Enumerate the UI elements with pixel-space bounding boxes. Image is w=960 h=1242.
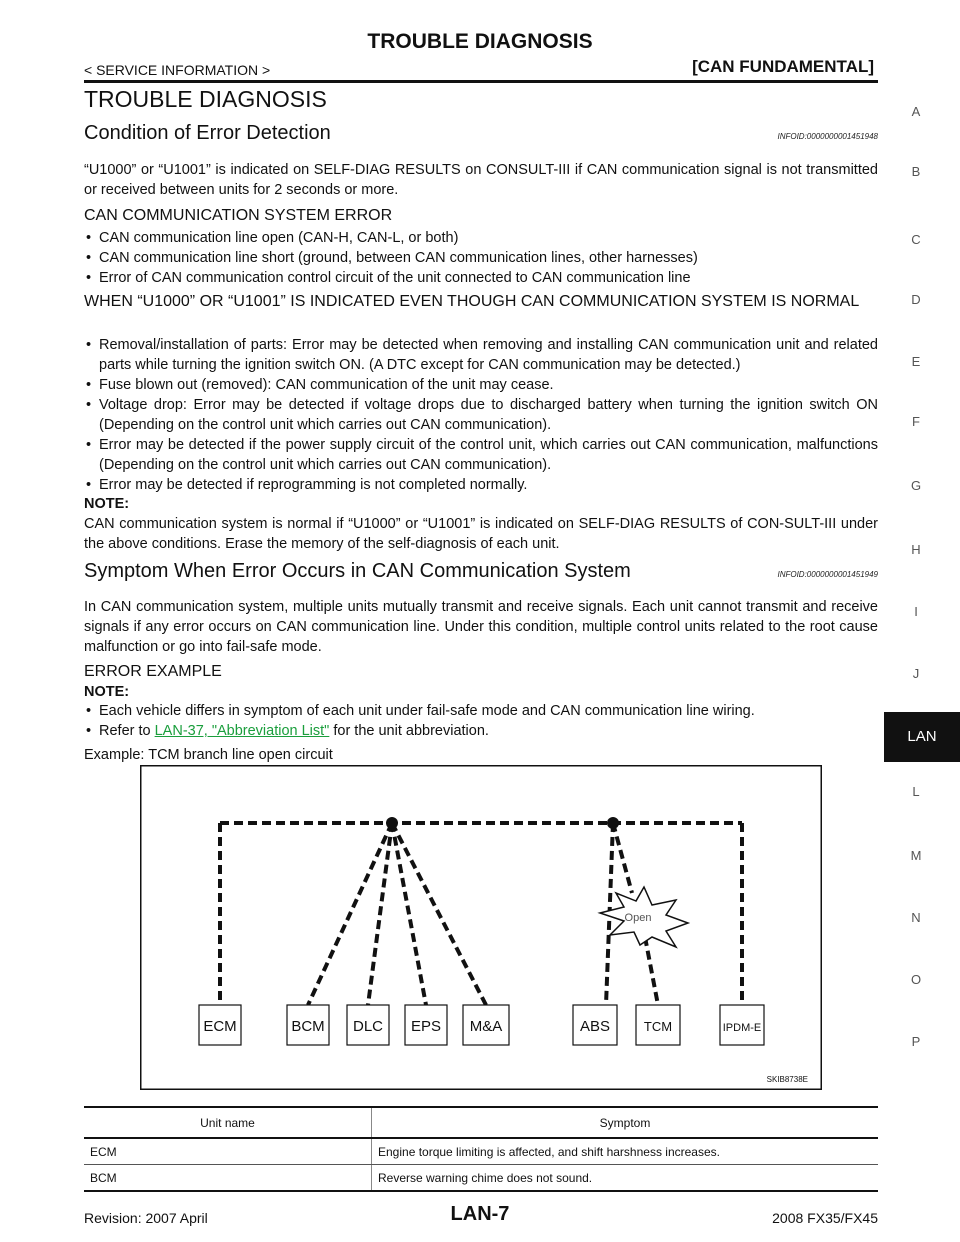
list-item: • CAN communication line short (ground, between CAN communication lines, other harnesses) <box>84 248 878 268</box>
header-title: TROUBLE DIAGNOSIS <box>367 30 593 53</box>
symptom-intro: In CAN communication system, multiple units mutually transmit and receive signals. Each unit cannot transmit and receive signals if any error occurs on CAN communication line. Under this condition, multiple control units related to the root cause malfunction or go into fail-safe mode. <box>84 599 878 655</box>
side-tab-d[interactable]: D <box>911 292 921 307</box>
side-tab-c[interactable]: C <box>911 232 921 247</box>
branch-eps <box>392 823 426 1005</box>
junction-node-right <box>607 817 619 829</box>
unit-label-bcm: BCM <box>291 1018 325 1035</box>
header-category: [CAN FUNDAMENTAL] <box>692 57 874 76</box>
example-caption: Example: TCM branch line open circuit <box>84 747 333 763</box>
side-tab-o[interactable]: O <box>910 972 922 987</box>
footer-revision: Revision: 2007 April <box>84 1210 208 1226</box>
unit-label-tcm: TCM <box>643 1019 673 1034</box>
unit-label-ipdm: IPDM-E <box>722 1022 762 1034</box>
side-tab-p[interactable]: P <box>911 1034 921 1049</box>
list-item: • Error may be detected if reprogramming is not completed normally. <box>84 475 878 495</box>
infoid-error-detection: INFOID:0000000001451948 <box>777 132 878 141</box>
side-tab-lan[interactable]: LAN <box>884 712 960 762</box>
refer-prefix: Refer to <box>99 723 155 739</box>
side-tab-m[interactable]: M <box>910 848 922 863</box>
branch-tcm-lower <box>645 937 658 1005</box>
side-tab-h[interactable]: H <box>911 542 921 557</box>
table-cell-symptom: Reverse warning chime does not sound. <box>372 1165 879 1192</box>
system-error-list <box>84 228 878 288</box>
table-cell-unit: ECM <box>84 1138 372 1165</box>
table-cell-symptom: Engine torque limiting is affected, and shift harshness increases. <box>372 1138 879 1165</box>
symptom-table <box>84 1106 878 1192</box>
header-section-label: < SERVICE INFORMATION > <box>84 62 271 78</box>
section-heading-symptom: Symptom When Error Occurs in CAN Communication System <box>84 560 631 582</box>
side-tab-e[interactable]: E <box>911 354 921 369</box>
list-item: • Error may be detected if the power supply circuit of the control unit, which carries out CAN communication, malfunctions (Depending on the control unit which carries out CAN communication). <box>84 435 878 475</box>
side-tab-f[interactable]: F <box>912 414 920 429</box>
column-header-symptom: Symptom <box>372 1107 879 1138</box>
side-tab-a[interactable]: A <box>911 104 921 119</box>
open-label: Open <box>624 912 652 924</box>
infoid-symptom: INFOID:0000000001451949 <box>777 570 878 579</box>
list-item: • Fuse blown out (removed): CAN communication of the unit may cease. <box>84 375 878 395</box>
unit-label-abs: ABS <box>579 1018 611 1035</box>
abbreviation-list-link[interactable]: LAN-37, "Abbreviation List" <box>154 723 330 739</box>
table-row <box>84 1165 878 1192</box>
list-item: • Removal/installation of parts: Error may be detected when removing and installing CAN communication unit and related parts while turning the ignition switch ON. (A DTC except for CAN communication may be detected.) <box>84 335 878 375</box>
list-item: • Error of CAN communication control circuit of the unit connected to CAN communication line <box>84 268 878 288</box>
note-label-example: NOTE: <box>84 684 130 700</box>
table-row <box>84 1138 878 1165</box>
indicated-normal-list <box>84 335 878 495</box>
unit-boxes <box>199 1005 764 1045</box>
unit-label-dlc: DLC <box>352 1018 384 1035</box>
note-text: CAN communication system is normal if “U1000” or “U1001” is indicated on SELF-DIAG RESULTS of CON-SULT-III under the above conditions. Erase the memory of the self-diagnosis of each unit. <box>84 516 878 552</box>
footer-model: 2008 FX35/FX45 <box>772 1210 878 1226</box>
side-tab-j[interactable]: J <box>912 666 920 681</box>
branch-ma <box>392 823 486 1005</box>
list-item: • Voltage drop: Error may be detected if voltage drops due to discharged battery when turning the ignition switch ON (Depending on the control unit which carries out CAN communication). <box>84 395 878 435</box>
side-tab-i[interactable]: I <box>914 604 918 619</box>
page-heading: TROUBLE DIAGNOSIS <box>84 86 327 112</box>
side-tab-b[interactable]: B <box>911 164 921 179</box>
refer-suffix: for the unit abbreviation. <box>329 723 489 739</box>
header-rule <box>84 80 878 83</box>
section-heading-error-detection: Condition of Error Detection <box>84 122 331 144</box>
error-example-list <box>84 701 878 741</box>
sub-heading-error-example: ERROR EXAMPLE <box>84 663 222 680</box>
can-network-diagram <box>140 765 822 1090</box>
sub-heading-indicated-normal: WHEN “U1000” OR “U1001” IS INDICATED EVEN THOUGH CAN COMMUNICATION SYSTEM IS NORMAL <box>84 293 860 310</box>
junction-node-left <box>386 817 398 829</box>
list-item <box>84 721 878 741</box>
unit-label-eps: EPS <box>410 1018 442 1035</box>
footer-page-number: LAN-7 <box>450 1203 510 1225</box>
unit-label-ecm: ECM <box>203 1018 237 1035</box>
column-header-unit: Unit name <box>84 1107 372 1138</box>
list-item: • Each vehicle differs in symptom of each unit under fail-safe mode and CAN communication line wiring. <box>84 701 878 721</box>
error-detection-intro: “U1000” or “U1001” is indicated on SELF-DIAG RESULTS on CONSULT-III if CAN communication signal is not transmitted or received between units for 2 seconds or more. <box>84 162 878 198</box>
table-cell-unit: BCM <box>84 1165 372 1192</box>
side-tab-n[interactable]: N <box>911 910 921 925</box>
unit-label-ma: M&A <box>469 1018 503 1035</box>
figure-id: SKIB8738E <box>766 1075 808 1084</box>
branch-tcm-upper <box>613 823 632 893</box>
table-header-row <box>84 1107 878 1138</box>
list-item: • CAN communication line open (CAN-H, CAN-L, or both) <box>84 228 878 248</box>
sub-heading-system-error: CAN COMMUNICATION SYSTEM ERROR <box>84 207 393 224</box>
note-label: NOTE: <box>84 496 130 512</box>
side-tab-g[interactable]: G <box>910 478 922 493</box>
side-tab-l[interactable]: L <box>912 784 920 799</box>
